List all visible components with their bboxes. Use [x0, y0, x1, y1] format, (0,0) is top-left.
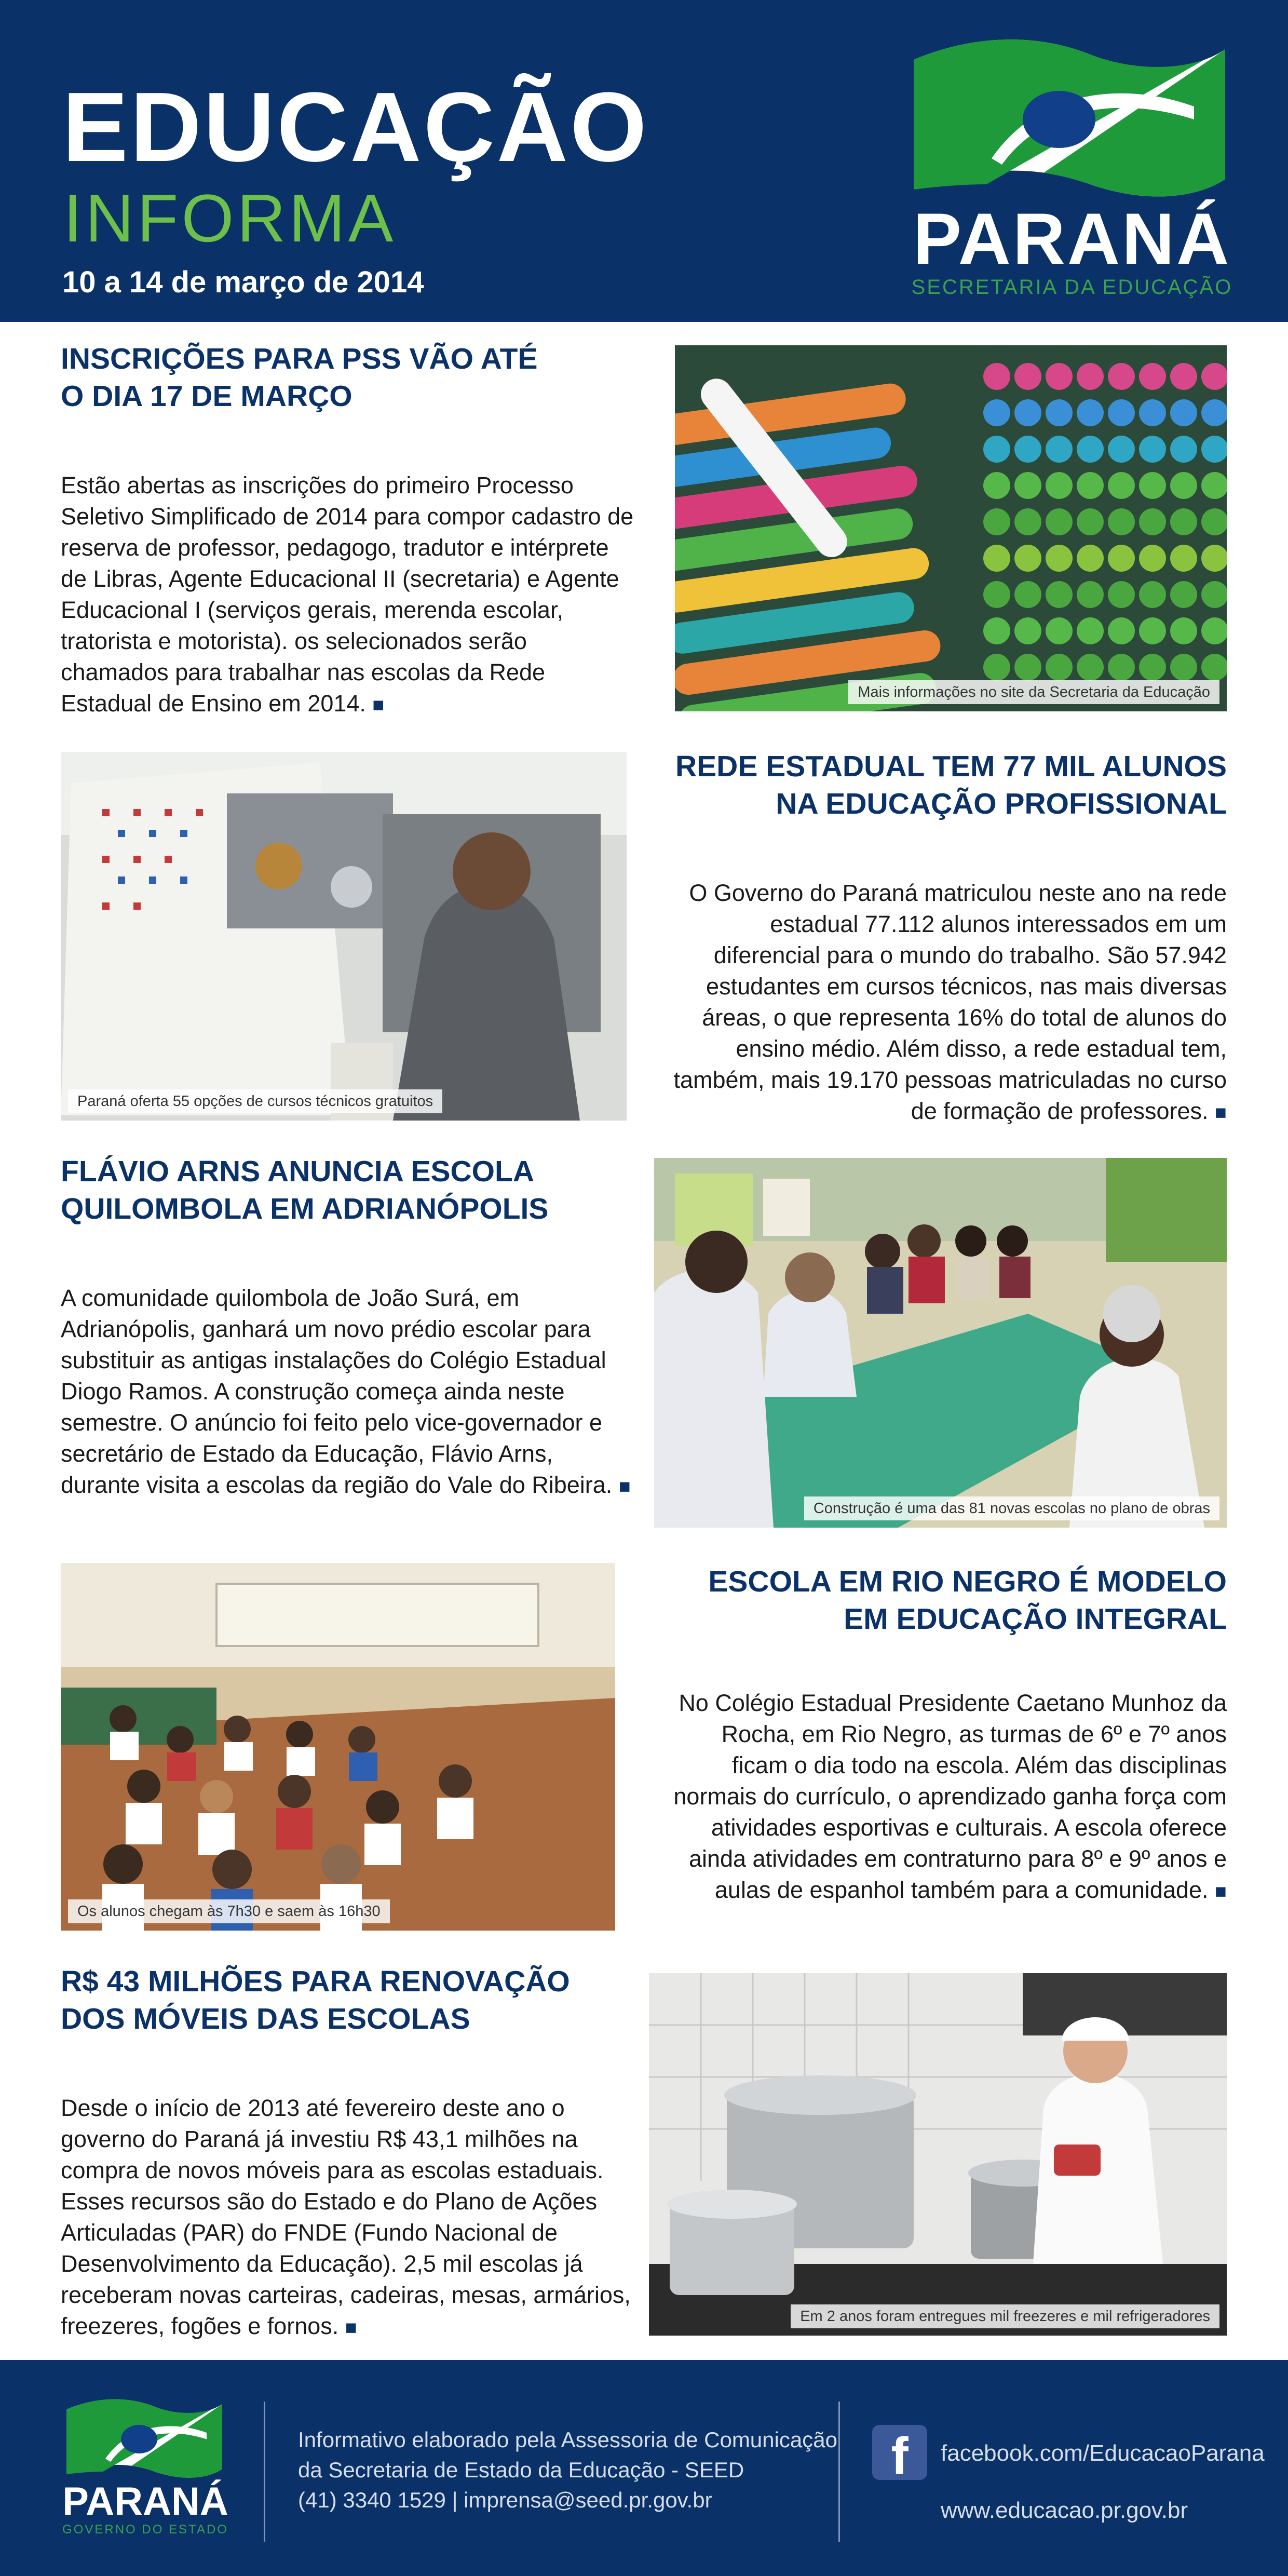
meeting-photo [654, 1158, 1227, 1528]
article-1-headline [61, 340, 637, 415]
article-text: A comunidade quilombola de João Surá, em Adrianópolis, ganhará um novo prédio escolar para substituir as antigas instalações do Colégio Estadual Diogo Ramos. A construção começa ainda neste semestre. O anúncio foi feito pelo vice-governador e secretário de Estado da Educação, Flávio Arns, durante visita a escolas da região do Vale do Ribeira. [61, 1285, 613, 1498]
school-kitchen-photo [649, 1973, 1227, 2336]
footer-logo-name: PARANÁ [62, 2479, 228, 2524]
end-mark-icon: ■ [1215, 1102, 1227, 1124]
article-text: No Colégio Estadual Presidente Caetano Munhoz da Rocha, em Rio Negro, as turmas de 6º e 7º anos ficam o dia todo na escola. Além das disciplinas normais do currículo, o aprendizado ganha força com atividades esportivas e culturais. A escola oferece ainda atividades em contraturno para 8º e 9º anos e aulas de espanhol também para a comunidade. [673, 1690, 1227, 1903]
article-1-body [61, 470, 637, 721]
facebook-link[interactable]: facebook.com/EducacaoParana [941, 2440, 1265, 2466]
article-5-body [61, 2093, 637, 2343]
technical-lab-photo [61, 752, 627, 1121]
article-3-photo [654, 1158, 1227, 1528]
footer-contact[interactable]: (41) 3340 1529 | imprensa@seed.pr.gov.br [298, 2488, 712, 2512]
footer-divider [264, 2402, 265, 2542]
footer-parana-flag-icon [61, 2394, 227, 2482]
article-3-headline [61, 1153, 637, 1228]
headline-line: EM EDUCAÇÃO INTEGRAL [844, 1602, 1227, 1636]
headline-line: R$ 43 MILHÕES PARA RENOVAÇÃO [61, 1965, 570, 1998]
facebook-icon[interactable]: f [872, 2425, 927, 2480]
article-text: Desde o início de 2013 até fevereiro deste ano o governo do Paraná já investiu R$ 43,1 milhões na compra de novos móveis para as escolas estaduais. Esses recursos são do Estado e do Plano de Ações Articuladas (PAR) do FNDE (Fundo Nacional de Desenvolvimento da Educação). 2,5 mil escolas já receberam novas carteiras, cadeiras, mesas, armários, freezeres, fogões e fornos. [61, 2095, 631, 2339]
end-mark-icon: ■ [1215, 1881, 1227, 1903]
classroom-reading-photo [61, 1563, 615, 1931]
article-2-body [665, 878, 1227, 1128]
article-5-headline [61, 1963, 637, 2038]
newsletter-subtitle: INFORMA [63, 180, 397, 256]
chalk-photo [675, 345, 1227, 711]
newsletter-title: EDUCAÇÃO [62, 72, 649, 182]
headline-line: DOS MÓVEIS DAS ESCOLAS [61, 2002, 470, 2035]
end-mark-icon: ■ [345, 2317, 357, 2339]
article-5-photo [649, 1973, 1227, 2336]
headline-line: QUILOMBOLA EM ADRIANÓPOLIS [61, 1192, 549, 1225]
parana-flag-icon [903, 29, 1236, 205]
article-text: Estão abertas as inscrições do primeiro Processo Seletivo Simplificado de 2014 para compor cadastro de reserva de professor, pedagogo, tradutor e intérprete de Libras, Agente Educacional II (secretaria) e Agente Educacional I (serviços gerais, merenda escolar, tratorista e motorista). os selecionados serão chamados para trabalhar nas escolas da Rede Estadual de Ensino em 2014. [61, 472, 634, 717]
photo-caption: Mais informações no site da Secretaria da Educação [848, 680, 1219, 704]
footer-info-line: Informativo elaborado pela Assessoria de Comunicação [298, 2427, 837, 2452]
footer-logo-subtitle: GOVERNO DO ESTADO [62, 2523, 228, 2537]
article-2-headline [644, 748, 1227, 822]
article-text: O Governo do Paraná matriculou neste ano na rede estadual 77.112 alunos interessados em um diferencial para o mundo do trabalho. São 57.942 estudantes em cursos técnicos, nas mais diversas áreas, o que representa 16% do total de alunos do ensino médio. Além disso, a rede estadual tem, também, mais 19.170 pessoas matriculadas no curso de formação de professores. [673, 880, 1227, 1124]
end-mark-icon: ■ [618, 1476, 631, 1498]
footer-info [298, 2425, 837, 2515]
headline-line: REDE ESTADUAL TEM 77 MIL ALUNOS [675, 750, 1227, 783]
end-mark-icon: ■ [372, 694, 385, 716]
headline-line: NA EDUCAÇÃO PROFISSIONAL [776, 787, 1227, 820]
photo-caption: Em 2 anos foram entregues mil freezeres e mil refrigeradores [791, 2304, 1219, 2328]
article-1-photo [675, 345, 1227, 711]
logo-name: PARANÁ [913, 198, 1231, 279]
photo-caption: Paraná oferta 55 opções de cursos técnicos gratuitos [68, 1089, 442, 1113]
article-4-headline [644, 1563, 1227, 1638]
headline-line: FLÁVIO ARNS ANUNCIA ESCOLA [61, 1155, 534, 1188]
logo-subtitle: SECRETARIA DA EDUCAÇÃO [911, 276, 1233, 299]
issue-date: 10 a 14 de março de 2014 [62, 265, 424, 299]
footer-divider [838, 2402, 840, 2542]
headline-line: INSCRIÇÕES PARA PSS VÃO ATÉ [61, 342, 538, 375]
footer-info-line: da Secretaria de Estado da Educação - SEED [298, 2458, 744, 2482]
headline-line: ESCOLA EM RIO NEGRO É MODELO [708, 1565, 1227, 1598]
article-4-body [665, 1688, 1227, 1907]
article-4-photo [61, 1563, 615, 1931]
article-3-body [61, 1283, 637, 1502]
article-2-photo [61, 752, 627, 1121]
headline-line: O DIA 17 DE MARÇO [61, 380, 352, 413]
photo-caption: Construção é uma das 81 novas escolas no plano de obras [804, 1496, 1219, 1520]
photo-caption: Os alunos chegam às 7h30 e saem às 16h30 [68, 1899, 390, 1923]
website-link[interactable]: www.educacao.pr.gov.br [941, 2498, 1188, 2523]
